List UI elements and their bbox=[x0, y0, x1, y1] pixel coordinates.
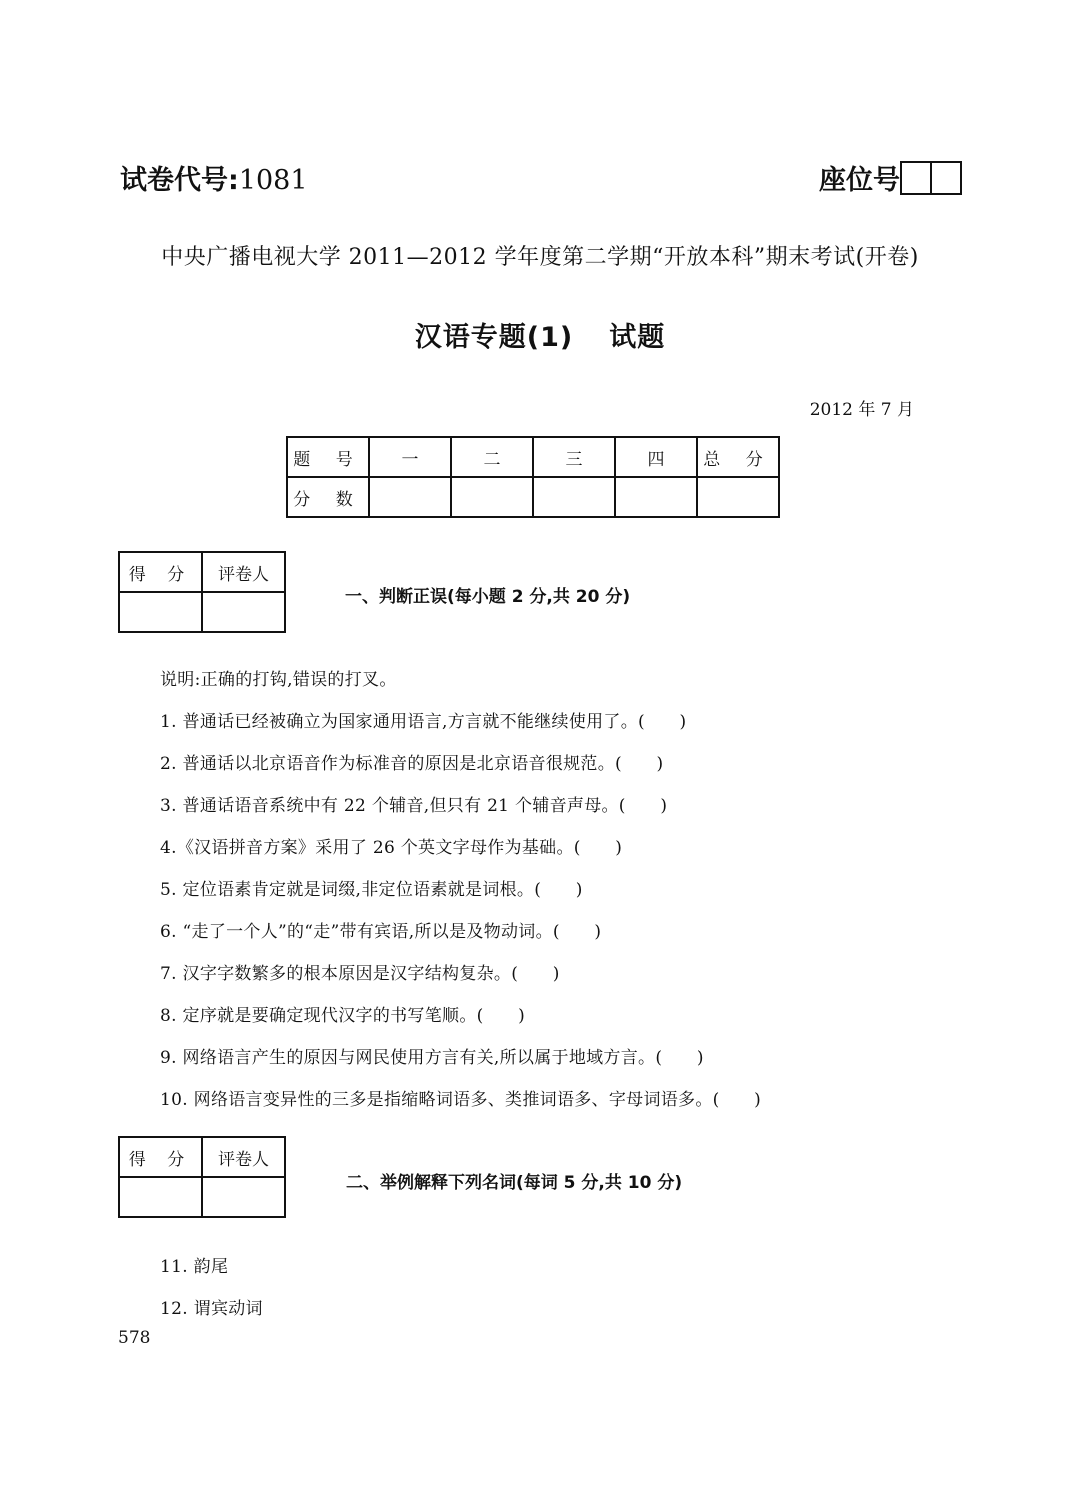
grader-label: 评卷人 bbox=[202, 552, 285, 592]
grader-label: 评卷人 bbox=[202, 1137, 285, 1177]
question-item: 1. 普通话已经被确立为国家通用语言,方言就不能继续使用了。( ) bbox=[160, 712, 687, 732]
column-header: 总 分 bbox=[697, 437, 779, 477]
seat-number-box[interactable] bbox=[900, 161, 932, 195]
table-row bbox=[287, 477, 779, 517]
instruction-text: 说明:正确的打钩,错误的打叉。 bbox=[160, 670, 397, 690]
grader-box bbox=[118, 551, 286, 633]
question-item: 7. 汉字字数繁多的根本原因是汉字结构复杂。( ) bbox=[160, 964, 560, 984]
score-summary-table bbox=[286, 436, 780, 518]
table-row bbox=[119, 552, 285, 592]
grader-cell[interactable] bbox=[202, 1177, 285, 1217]
question-item: 4.《汉语拼音方案》采用了 26 个英文字母作为基础。( ) bbox=[160, 838, 623, 858]
table-row bbox=[287, 437, 779, 477]
paper-code bbox=[120, 158, 308, 197]
section-title: 一、判断正误(每小题 2 分,共 20 分) bbox=[345, 587, 631, 607]
paper-code-value: 1081 bbox=[238, 165, 308, 196]
column-header: 一 bbox=[369, 437, 451, 477]
question-item: 2. 普通话以北京语音作为标准音的原因是北京语音很规范。( ) bbox=[160, 754, 664, 774]
seat-number-label: 座位号 bbox=[819, 165, 900, 196]
score-cell[interactable] bbox=[119, 592, 202, 632]
score-cell[interactable] bbox=[533, 477, 615, 517]
section-title: 二、举例解释下列名词(每词 5 分,共 10 分) bbox=[346, 1173, 683, 1193]
score-cell[interactable] bbox=[119, 1177, 202, 1217]
table-row bbox=[119, 592, 285, 632]
question-item: 3. 普通话语音系统中有 22 个辅音,但只有 21 个辅音声母。( ) bbox=[160, 796, 668, 816]
question-item: 8. 定序就是要确定现代汉字的书写笔顺。( ) bbox=[160, 1006, 526, 1026]
page-number: 578 bbox=[118, 1328, 151, 1348]
column-header: 三 bbox=[533, 437, 615, 477]
exam-date: 2012 年 7 月 bbox=[809, 400, 914, 420]
score-label: 得 分 bbox=[119, 552, 202, 592]
score-cell[interactable] bbox=[451, 477, 533, 517]
course-name: 汉语专题(1) bbox=[414, 322, 574, 353]
grader-cell[interactable] bbox=[202, 592, 285, 632]
question-item: 9. 网络语言产生的原因与网民使用方言有关,所以属于地域方言。( ) bbox=[160, 1048, 704, 1068]
question-item: 11. 韵尾 bbox=[160, 1257, 229, 1277]
column-header: 二 bbox=[451, 437, 533, 477]
exam-title bbox=[0, 315, 1080, 354]
score-cell[interactable] bbox=[697, 477, 779, 517]
exam-title-suffix: 试题 bbox=[609, 322, 666, 353]
score-cell[interactable] bbox=[615, 477, 697, 517]
question-item: 6. “走了一个人”的“走”带有宾语,所以是及物动词。( ) bbox=[160, 922, 602, 942]
table-row bbox=[119, 1177, 285, 1217]
grader-box bbox=[118, 1136, 286, 1218]
score-cell[interactable] bbox=[369, 477, 451, 517]
question-item: 5. 定位语素肯定就是词缀,非定位语素就是词根。( ) bbox=[160, 880, 583, 900]
question-number-label: 题 号 bbox=[287, 437, 369, 477]
score-row-label: 分 数 bbox=[287, 477, 369, 517]
score-label: 得 分 bbox=[119, 1137, 202, 1177]
seat-number-box[interactable] bbox=[932, 161, 962, 195]
seat-number bbox=[819, 158, 962, 197]
column-header: 四 bbox=[615, 437, 697, 477]
exam-heading: 中央广播电视大学 2011—2012 学年度第二学期“开放本科”期末考试(开卷) bbox=[161, 245, 919, 270]
table-row bbox=[119, 1137, 285, 1177]
question-item: 12. 谓宾动词 bbox=[160, 1299, 263, 1319]
paper-code-label: 试卷代号: bbox=[120, 165, 239, 196]
question-item: 10. 网络语言变异性的三多是指缩略词语多、类推词语多、字母词语多。( ) bbox=[160, 1090, 762, 1110]
